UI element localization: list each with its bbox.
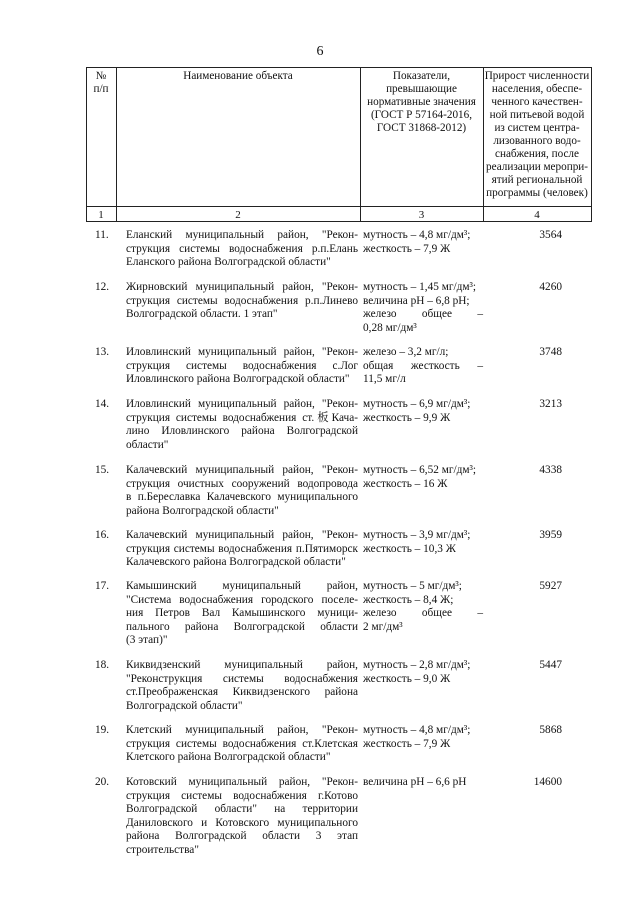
indicator-line: железо общее – [363,607,483,620]
indicator-line: жесткость – 9,9 Ж [363,411,451,424]
object-name-line: струкция системы водоснабжения р.п.Елань [126,242,358,255]
population-growth-value: 3213 [539,398,562,410]
population-growth-value: 5868 [539,724,562,736]
object-name-line: ст.Преображенская Киквидзенского района [126,686,358,699]
indicator-values [363,346,483,387]
population-growth-value: 14600 [533,776,562,788]
object-name [126,464,358,518]
object-name-line: Еланский муниципальный район, "Рекон- [126,229,358,241]
object-name-line: Калачевский муниципальный район, "Рекон- [126,529,358,541]
header-line: программы (человек) [486,187,588,199]
population-growth-value: 3748 [539,346,562,358]
object-name [126,776,358,858]
indicator-line: мутность – 1,45 мг/дм³; [363,281,477,293]
row-number: 11. [95,229,109,241]
row-number: 19. [95,724,110,736]
header-line: ятий региональной [491,174,583,186]
indicator-values [363,659,483,686]
indicator-values [363,229,483,256]
object-name-line: Клетского района Волгоградской области" [126,751,331,764]
header-number [86,70,116,96]
header-indicators [360,70,483,135]
object-name-line: струкция системы водоснабжения п.Пятиморск [126,542,358,555]
object-name-line: области" [126,438,169,451]
indicator-line: мутность – 6,9 мг/дм³; [363,398,471,410]
object-name [126,398,358,452]
header-line: Прирост численности [484,70,590,82]
page-number: 6 [316,44,324,59]
indicator-line: железо – 3,2 мг/л; [363,346,449,358]
object-name-line: струкция системы водоснабжения г.Котово [126,789,358,802]
population-growth-value: 5447 [539,659,562,671]
header-line: (ГОСТ Р 57164-2016, [370,109,473,121]
indicator-line: 11,5 мг/л [363,373,406,386]
row-number: 16. [95,529,110,541]
object-name-line: (3 этап)" [126,634,168,647]
population-growth-value: 3564 [539,229,562,241]
header-line: п/п [93,83,109,95]
object-name-line: Иловлинский муниципальный район, "Рекон- [126,346,358,358]
indicator-line: жесткость – 10,3 Ж [363,542,456,555]
row-number: 14. [95,398,110,410]
object-name-line: Клетский муниципальный район, "Рекон- [126,724,358,736]
column-number-4: 4 [534,209,540,221]
header-population-growth [483,70,591,200]
object-name [126,580,358,648]
indicator-values [363,580,483,634]
object-name-line: района Волгоградской области 3 этап [126,830,358,843]
header-line: снабжения, после [495,148,579,160]
indicator-line: 2 мг/дм³ [363,620,403,633]
indicator-line: жесткость – 16 Ж [363,477,448,490]
column-number-1: 1 [98,209,104,221]
header-line: превышающие [386,83,457,95]
object-name-line: "Реконструкция системы водоснабжения [126,672,358,685]
header-line: № [95,70,107,82]
object-name-line: струкция системы водоснабжения с.Лог [126,359,358,372]
row-number: 13. [95,346,110,358]
object-name [126,229,358,270]
object-name-line: лино Иловлинского района Волгоградской [126,425,358,438]
object-name-line: Еланского района Волгоградской области" [126,256,331,269]
object-name-line: Волгоградской области. 1 этап" [126,308,278,321]
indicator-line: общая жесткость – [363,359,483,372]
object-name-line: Даниловского и Котовского муниципального [126,816,358,829]
indicator-line: 0,28 мг/дм³ [363,321,417,334]
object-name-line: Жирновский муниципальный район, "Рекон- [126,281,358,293]
object-name-line: в п.Береславка Калачевского муниципального [126,491,358,504]
row-number: 17. [95,580,110,592]
indicator-values [363,776,483,790]
header-line: ченного качествен- [491,96,583,108]
row-number: 12. [95,281,110,293]
object-name-line: Иловлинский муниципальный район, "Рекон- [126,398,358,410]
header-line: ГОСТ 31868-2012) [376,122,467,134]
object-name-line: Киквидзенский муниципальный район, [126,659,358,671]
population-growth-value: 4260 [539,281,562,293]
object-name-line: Волгоградской области" [126,699,243,712]
object-name-line: Иловлинского района Волгоградской области" [126,373,350,386]
header-line: нормативные значения [367,96,476,108]
object-name-line: ния Петров Вал Камышинского муници- [126,607,358,620]
indicator-line: мутность – 4,8 мг/дм³; [363,229,471,241]
indicator-line: жесткость – 8,4 Ж; [363,593,454,606]
header-line: ной питьевой водой [489,109,585,121]
object-name [126,346,358,387]
object-name-line: струкция очистных сооружений водопровода [126,477,358,490]
object-name-line: Калачевский муниципальный район, "Рекон- [126,464,358,476]
indicator-line: мутность – 2,8 мг/дм³; [363,659,471,671]
indicator-values [363,464,483,491]
object-name [126,529,358,570]
object-name-line: Калачевского района Волгоградской области" [126,556,346,569]
object-name [126,281,358,322]
header-line: населения, обеспе- [491,83,583,95]
indicator-line: мутность – 4,8 мг/дм³; [363,724,471,736]
indicator-values [363,398,483,425]
object-name-line: струкция системы водоснабжения ст.Клетская [126,737,358,750]
indicator-line: жесткость – 7,9 Ж [363,737,451,750]
table-header [86,67,592,222]
header-line: из систем центра- [494,122,580,134]
object-name [126,724,358,765]
object-name-line: Котовский муниципальный район, "Рекон- [126,776,358,788]
population-growth-value: 5927 [539,580,562,592]
row-number: 20. [95,776,110,788]
object-name [126,659,358,713]
indicator-line: жесткость – 7,9 Ж [363,242,451,255]
indicator-line: величина pH – 6,8 pH; [363,294,470,307]
indicator-values [363,529,483,556]
object-name-line: пального района Волгоградской области [126,620,358,633]
object-name-line: Волгоградской области" на территории [126,803,358,816]
indicator-line: мутность – 3,9 мг/дм³; [363,529,471,541]
indicator-line: величина pH – 6,6 pH [363,776,467,788]
header-line: реализации меропри- [486,161,588,173]
indicator-line: жесткость – 9,0 Ж [363,672,451,685]
row-number: 15. [95,464,110,476]
indicator-values [363,281,483,335]
indicator-line: железо общее – [363,308,483,321]
indicator-line: мутность – 5 мг/дм³; [363,580,462,592]
column-number-2: 2 [235,209,241,221]
indicator-line: мутность – 6,52 мг/дм³; [363,464,477,476]
object-name-line: "Система водоснабжения городского поселе- [126,593,358,606]
object-name-line: струкция системы водоснабжения ст.板Кача- [126,411,358,424]
header-object-name [116,70,360,83]
header-line: лизованного водо- [493,135,581,147]
object-name-line: струкция системы водоснабжения р.п.Линево [126,294,358,307]
object-name-line: района Волгоградской области" [126,504,279,517]
row-number: 18. [95,659,110,671]
object-name-line: строительства" [126,843,199,856]
object-name-line: Камышинский муниципальный район, [126,580,358,592]
population-growth-value: 4338 [539,464,562,476]
column-number-3: 3 [418,209,425,221]
population-growth-value: 3959 [539,529,562,541]
header-line: Наименование объекта [183,70,293,82]
header-line: Показатели, [392,70,451,82]
indicator-values [363,724,483,751]
